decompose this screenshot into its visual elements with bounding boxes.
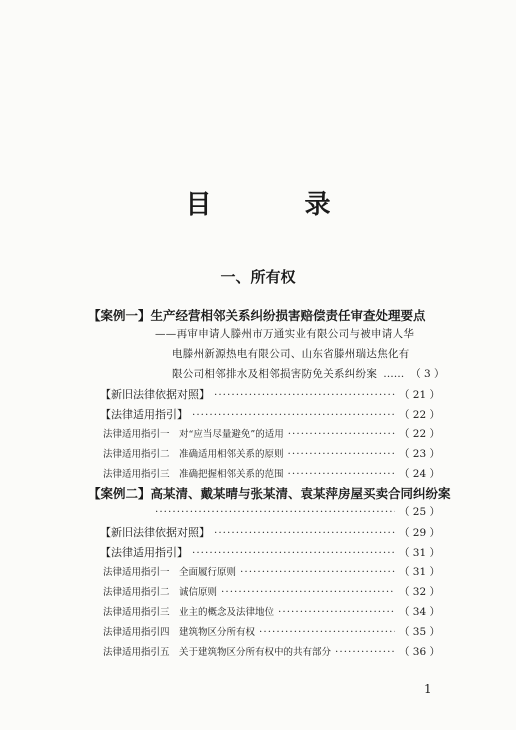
case1-page: （ 3 ） — [410, 368, 445, 380]
entry-page: （ 34 ） — [398, 606, 440, 618]
leader-dots — [288, 448, 395, 460]
leader-dots — [192, 409, 395, 421]
case2-entry-5[interactable] — [103, 624, 440, 639]
entry-page: （ 32 ） — [398, 586, 440, 598]
leader-dots — [192, 547, 395, 559]
guide-label: 法律适用指引三 — [103, 469, 170, 480]
guide-label: 法律适用指引一 — [103, 567, 170, 578]
case2-page-row[interactable] — [155, 504, 440, 519]
leader-dots — [214, 389, 395, 401]
guide-text: 对“应当尽量避免”的适用 — [179, 429, 284, 440]
case2-entry-1[interactable] — [100, 544, 440, 560]
case2-heading: 【案例二】高某清、戴某晴与张某清、袁某萍房屋买卖合同纠纷案 — [88, 486, 451, 501]
leader-dots — [288, 428, 395, 440]
guide-text: 建筑物区分所有权 — [179, 627, 256, 638]
case2-entry-3[interactable] — [103, 584, 440, 599]
entry-page: （ 22 ） — [398, 428, 440, 440]
case1-sub-line-2: 电滕州新源热电有限公司、山东省滕州瑞达焦化有 — [172, 348, 410, 360]
guide-text: 准确把握相邻关系的范围 — [179, 469, 284, 480]
guide-label: 法律适用指引四 — [103, 627, 170, 638]
entry-label: 【法律适用指引】 — [100, 546, 188, 559]
guide-label: 法律适用指引一 — [103, 429, 170, 440]
entry-label: 【法律适用指引】 — [100, 408, 188, 421]
entry-label: 【新旧法律依据对照】 — [100, 526, 210, 539]
guide-label: 法律适用指引三 — [103, 607, 170, 618]
guide-label: 法律适用指引二 — [103, 587, 170, 598]
case2-entry-4[interactable] — [103, 604, 440, 619]
guide-text: 诚信原则 — [179, 587, 218, 598]
entry-page: （ 21 ） — [398, 389, 440, 401]
guide-text: 全面履行原则 — [179, 567, 237, 578]
case1-entry-4[interactable] — [103, 466, 440, 481]
case1-heading: 【案例一】生产经营相邻关系纠纷损害赔偿责任审查处理要点 — [88, 308, 426, 323]
entry-page: （ 31 ） — [398, 547, 440, 559]
entry-page: （ 22 ） — [398, 409, 440, 421]
case2-entry-2[interactable] — [103, 564, 440, 579]
leader-dots — [259, 626, 395, 638]
case2-entry-6[interactable] — [103, 644, 440, 659]
part-title: 一、所有权 — [220, 268, 296, 286]
case1-sub-line-3 — [172, 366, 445, 381]
guide-label: 法律适用指引五 — [103, 647, 170, 658]
leader-dots — [214, 527, 395, 539]
case1-entry-1[interactable] — [100, 406, 440, 422]
leader-dots — [240, 566, 395, 578]
leader-dots — [278, 606, 395, 618]
case1-sub-line-3-text: 限公司相邻排水及相邻损害防免关系纠纷案 — [172, 368, 378, 380]
case1-sub-line-1: ——再审申请人滕州市万通实业有限公司与被申请人华 — [155, 328, 415, 340]
entry-page: （ 29 ） — [398, 527, 440, 539]
leader-dots — [155, 506, 395, 518]
entry-page: （ 31 ） — [398, 566, 440, 578]
case2-page: （ 25 ） — [398, 506, 440, 518]
case2-entry-0[interactable] — [100, 524, 440, 540]
guide-label: 法律适用指引二 — [103, 449, 170, 460]
leader-dots — [335, 646, 395, 658]
entry-page: （ 36 ） — [398, 646, 440, 658]
guide-text: 关于建筑物区分所有权中的共有部分 — [179, 647, 332, 658]
entry-page: （ 35 ） — [398, 626, 440, 638]
guide-text: 准确适用相邻关系的原则 — [179, 449, 284, 460]
page-number: 1 — [424, 682, 432, 696]
entry-label: 【新旧法律依据对照】 — [100, 388, 210, 401]
case1-entry-0[interactable] — [100, 386, 440, 402]
leader-dots — [288, 468, 395, 480]
guide-text: 业主的概念及法律地位 — [179, 607, 275, 618]
case1-entry-2[interactable] — [103, 426, 440, 441]
entry-page: （ 24 ） — [398, 468, 440, 480]
entry-page: （ 23 ） — [398, 448, 440, 460]
case1-entry-3[interactable] — [103, 446, 440, 461]
page-title: 目 录 — [185, 190, 373, 220]
leader-dots — [221, 586, 395, 598]
case1-sub-dots: …… — [383, 368, 405, 380]
